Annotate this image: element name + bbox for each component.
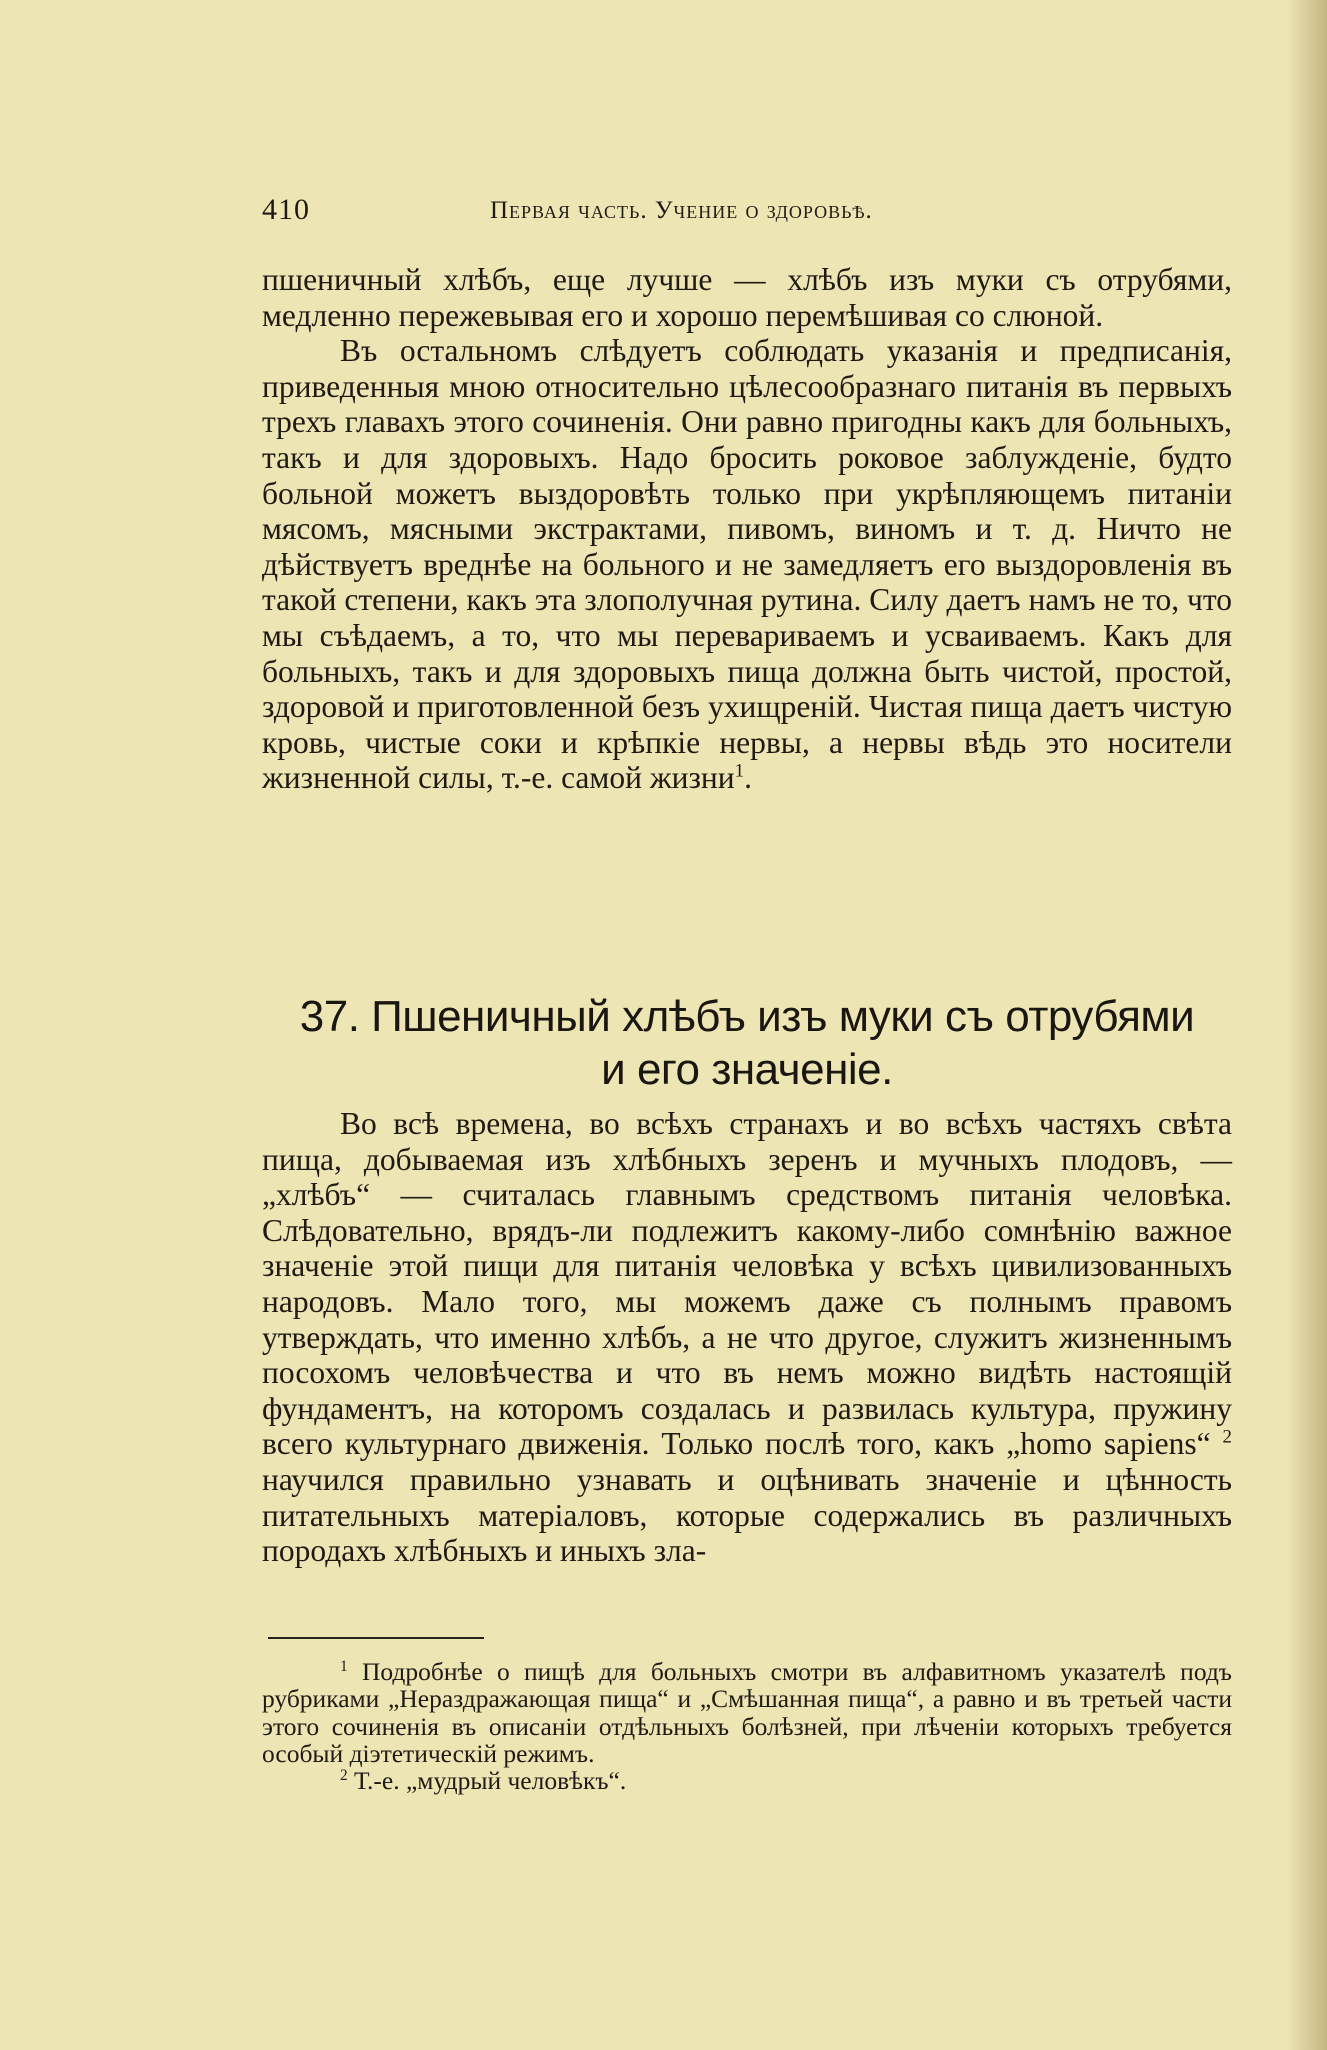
- section-heading-line2: и его значеніе.: [601, 1045, 893, 1094]
- body-text-section: [262, 1106, 1232, 1569]
- paragraph-text: Въ остальномъ слѣдуетъ соблюдать указанія и предписанія, приведенныя мною относительно цѣлесообразнаго питанія въ первыхъ трехъ главахъ этого сочиненія. Они равно пригодны какъ для больныхъ, такъ и для здоровыхъ. Надо бросить роковое заблужденіе, будто больной можетъ выздоровѣть только при укрѣпляющемъ питаніи мясомъ, мясными экстрактами, пивомъ, виномъ и т. д. Ничто не дѣйствуетъ вреднѣе на больного и не замедляетъ его выздоровленія въ такой степени, какъ эта злополучная рутина. Силу даетъ намъ не то, что мы съѣдаемъ, а то, что мы перевариваемъ и усваиваемъ. Какъ для больныхъ, такъ и для здоровыхъ пища должна быть чистой, простой, здоровой и приготовленной безъ ухищреній. Чистая пища даетъ чистую кровь, чистые соки и крѣпкіе нервы, а нервы вѣдь это носители жизненной силы, т.-е. самой жизни: [262, 333, 1232, 796]
- paragraph-diet-advice: [262, 333, 1232, 796]
- body-text-top: [262, 262, 1232, 796]
- paragraph-bread: [262, 1106, 1232, 1569]
- paragraph-text-b: научился правильно узнавать и оцѣнивать значеніе и цѣнность питательныхъ матеріаловъ, которые содержались въ различныхъ породахъ хлѣбныхъ и иныхъ зла-: [262, 1461, 1232, 1569]
- paragraph-text-a: Во всѣ времена, во всѣхъ странахъ и во всѣхъ частяхъ свѣта пища, добываемая изъ хлѣбныхъ зеренъ и мучныхъ плодовъ, — „хлѣбъ“ — считалась главнымъ средствомъ питанія человѣка. Слѣдовательно, врядъ-ли подлежитъ какому-либо сомнѣнію важное значеніе этой пищи для питанія человѣка у всѣхъ цивилизованныхъ народовъ. Мало того, мы можемъ даже съ полнымъ правомъ утверждать, что именно хлѣбъ, а не что другое, служитъ жизненнымъ посохомъ человѣчества и что въ немъ можно видѣть настоящій фундаментъ, на которомъ создалась и развилась культура, пружину всего культурнаго движенія. Только послѣ того, какъ „homo sapiens“: [262, 1106, 1232, 1462]
- footnote-2: [262, 1767, 1232, 1794]
- section-heading: [262, 990, 1232, 1096]
- footnote-2-text: Т.-е. „мудрый человѣкъ“.: [354, 1766, 627, 1796]
- page-number: 410: [262, 193, 310, 226]
- page-edge-shadow: [1287, 0, 1327, 2050]
- page-header: [262, 193, 1107, 233]
- footnote-divider: [268, 1637, 484, 1639]
- footnotes: [262, 1658, 1232, 1794]
- footnote-1: [262, 1658, 1232, 1767]
- footnote-ref-2: 2: [1222, 1427, 1232, 1449]
- section-heading-line1: 37. Пшеничный хлѣбъ изъ муки съ отрубями: [299, 992, 1195, 1041]
- footnote-1-mark: 1: [340, 1657, 348, 1675]
- paragraph-continued: пшеничный хлѣбъ, еще лучше — хлѣбъ изъ муки съ отрубями, медленно пережевывая его и хорошо перемѣшивая со слюной.: [262, 262, 1232, 333]
- footnote-ref-1: 1: [734, 760, 745, 782]
- running-title: Первая часть. Учение о здоровьѣ.: [490, 197, 873, 224]
- paragraph-end: .: [744, 760, 752, 796]
- footnote-1-text: Подробнѣе о пищѣ для больныхъ смотри въ алфавитномъ указателѣ подъ рубриками „Нераздражающая пища“ и „Смѣшанная пища“, а равно и въ третьей части этого сочиненія въ описаніи отдѣльныхъ болѣзней, при лѣченіи которыхъ требуется особый діэтетическій режимъ.: [262, 1657, 1232, 1768]
- footnote-2-mark: 2: [340, 1767, 348, 1785]
